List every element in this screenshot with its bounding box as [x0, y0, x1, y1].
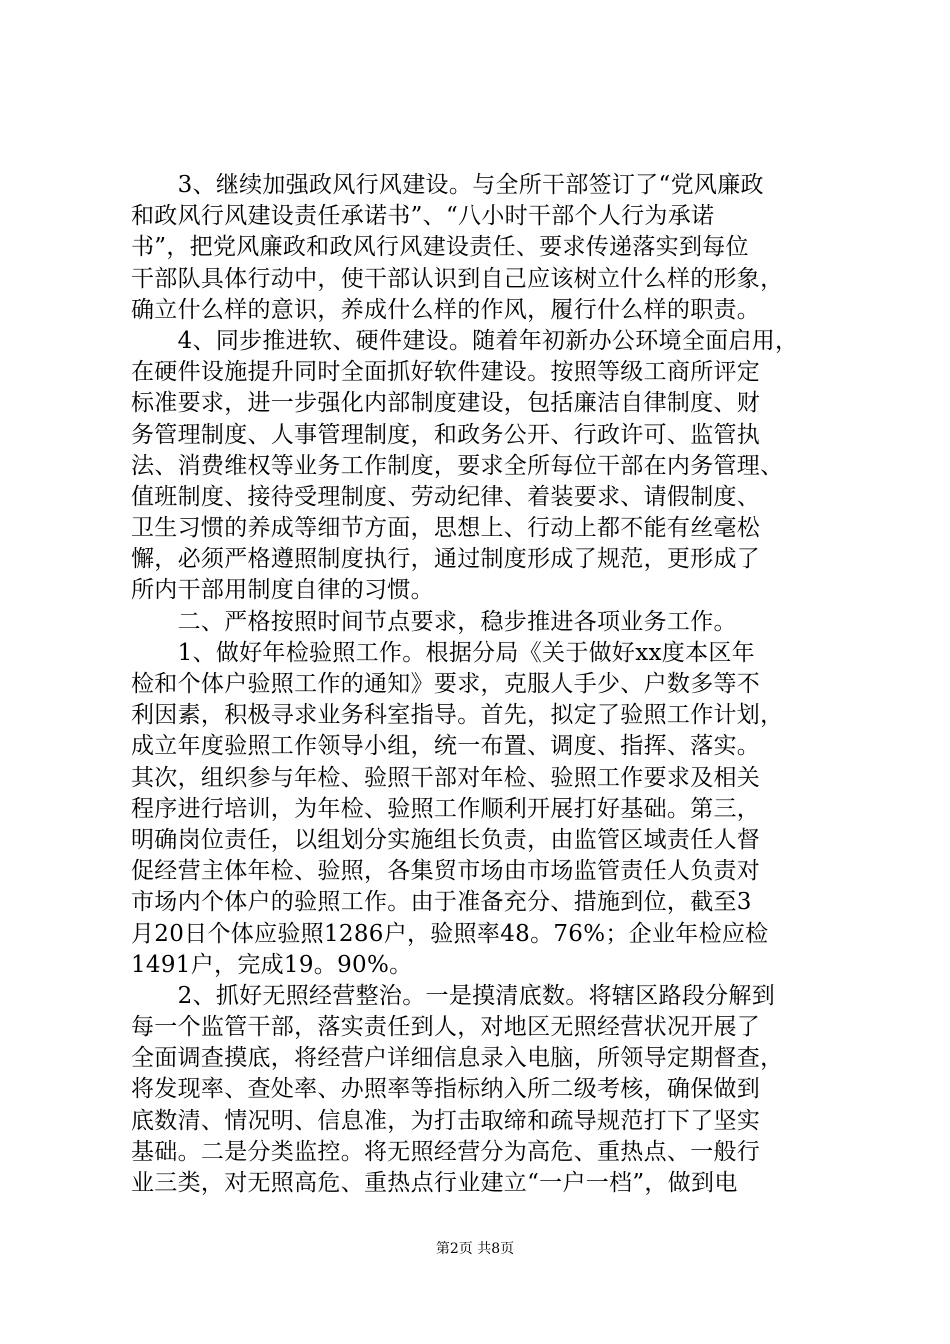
text-line: 和政风行风建设责任承诺书”、“八小时干部个人行为承诺: [131, 203, 715, 230]
page-number: 第2页 共8页: [435, 1241, 515, 1257]
text-line: 月20日个体应验照1286户，验照率48。76%；企业年检应检: [131, 920, 769, 947]
text-line: 全面调查摸底，将经营户详细信息录入电脑，所领导定期督查，: [131, 1045, 784, 1072]
text-line: 值班制度、接待受理制度、劳动纪律、着装要求、请假制度、: [131, 483, 761, 510]
text-line: 卫生习惯的养成等细节方面，思想上、行动上都不能有丝毫松: [131, 515, 761, 542]
text-line: 明确岗位责任，以组划分实施组长负责，由监管区域责任人督: [131, 826, 761, 853]
text-line: 务管理制度、人事管理制度，和政务公开、行政许可、监管执: [131, 421, 761, 448]
text-line: 标准要求，进一步强化内部制度建设，包括廉洁自律制度、财: [131, 390, 761, 417]
text-line: 其次，组织参与年检、验照干部对年检、验照工作要求及相关: [131, 764, 761, 791]
text-line: 确立什么样的意识，养成什么样的作风，履行什么样的职责。: [131, 296, 761, 323]
document-body: [131, 170, 831, 1199]
text-line: 检和个体户验照工作的通知》要求，克服人手少、户数多等不: [131, 671, 761, 697]
text-line: 将发现率、查处率、办照率等指标纳入所二级考核，确保做到: [131, 1076, 761, 1103]
text-line: 干部队具体行动中，使干部认识到自己应该树立什么样的形象，: [131, 265, 784, 292]
text-line: 2、抓好无照经营整治。一是摸清底数。将辖区路段分解到: [131, 982, 776, 1009]
text-line: 书”，把党风廉政和政风行风建设责任、要求传递落实到每位: [131, 234, 749, 261]
text-line: 成立年度验照工作领导小组，统一布置、调度、指挥、落实。: [131, 733, 761, 760]
page-footer: [0, 1240, 950, 1258]
text-line: 基础。二是分类监控。将无照经营分为高危、重热点、一般行: [131, 1138, 761, 1165]
text-line: 每一个监管干部，落实责任到人，对地区无照经营状况开展了: [131, 1014, 761, 1041]
text-line: 所内干部用制度自律的习惯。: [131, 577, 434, 604]
text-line: 1491户，完成19。90%。: [131, 951, 413, 978]
section-heading: 二、严格按照时间节点要求，稳步推进各项业务工作。: [131, 608, 737, 635]
text-line: 利因素，积极寻求业务科室指导。首先，拟定了验照工作计划，: [131, 702, 784, 729]
text-line: 在硬件设施提升同时全面抓好软件建设。按照等级工商所评定: [131, 359, 761, 386]
text-line: 市场内个体户的验照工作。由于准备充分、措施到位，截至3: [131, 889, 752, 916]
text-line: 懈，必须严格遵照制度执行，通过制度形成了规范，更形成了: [131, 546, 761, 573]
text-line: 法、消费维权等业务工作制度，要求全所每位干部在内务管理、: [131, 452, 784, 479]
text-line: 促经营主体年检、验照，各集贸市场由市场监管责任人负责对: [131, 858, 761, 885]
text-line: 4、同步推进软、硬件建设。随着年初新办公环境全面启用，: [131, 327, 799, 354]
text-line: 3、继续加强政风行风建设。与全所干部签订了“党风廉政: [131, 172, 764, 198]
text-line: 业三类，对无照高危、重热点行业建立“一户一档”，做到电: [131, 1170, 738, 1196]
text-line: 底数清、情况明、信息准，为打击取缔和疏导规范打下了坚实: [131, 1107, 761, 1134]
text-line: 程序进行培训，为年检、验照工作顺利开展打好基础。第三，: [131, 795, 761, 822]
text-line: 1、做好年检验照工作。根据分局《关于做好xx度本区年: [131, 639, 755, 666]
